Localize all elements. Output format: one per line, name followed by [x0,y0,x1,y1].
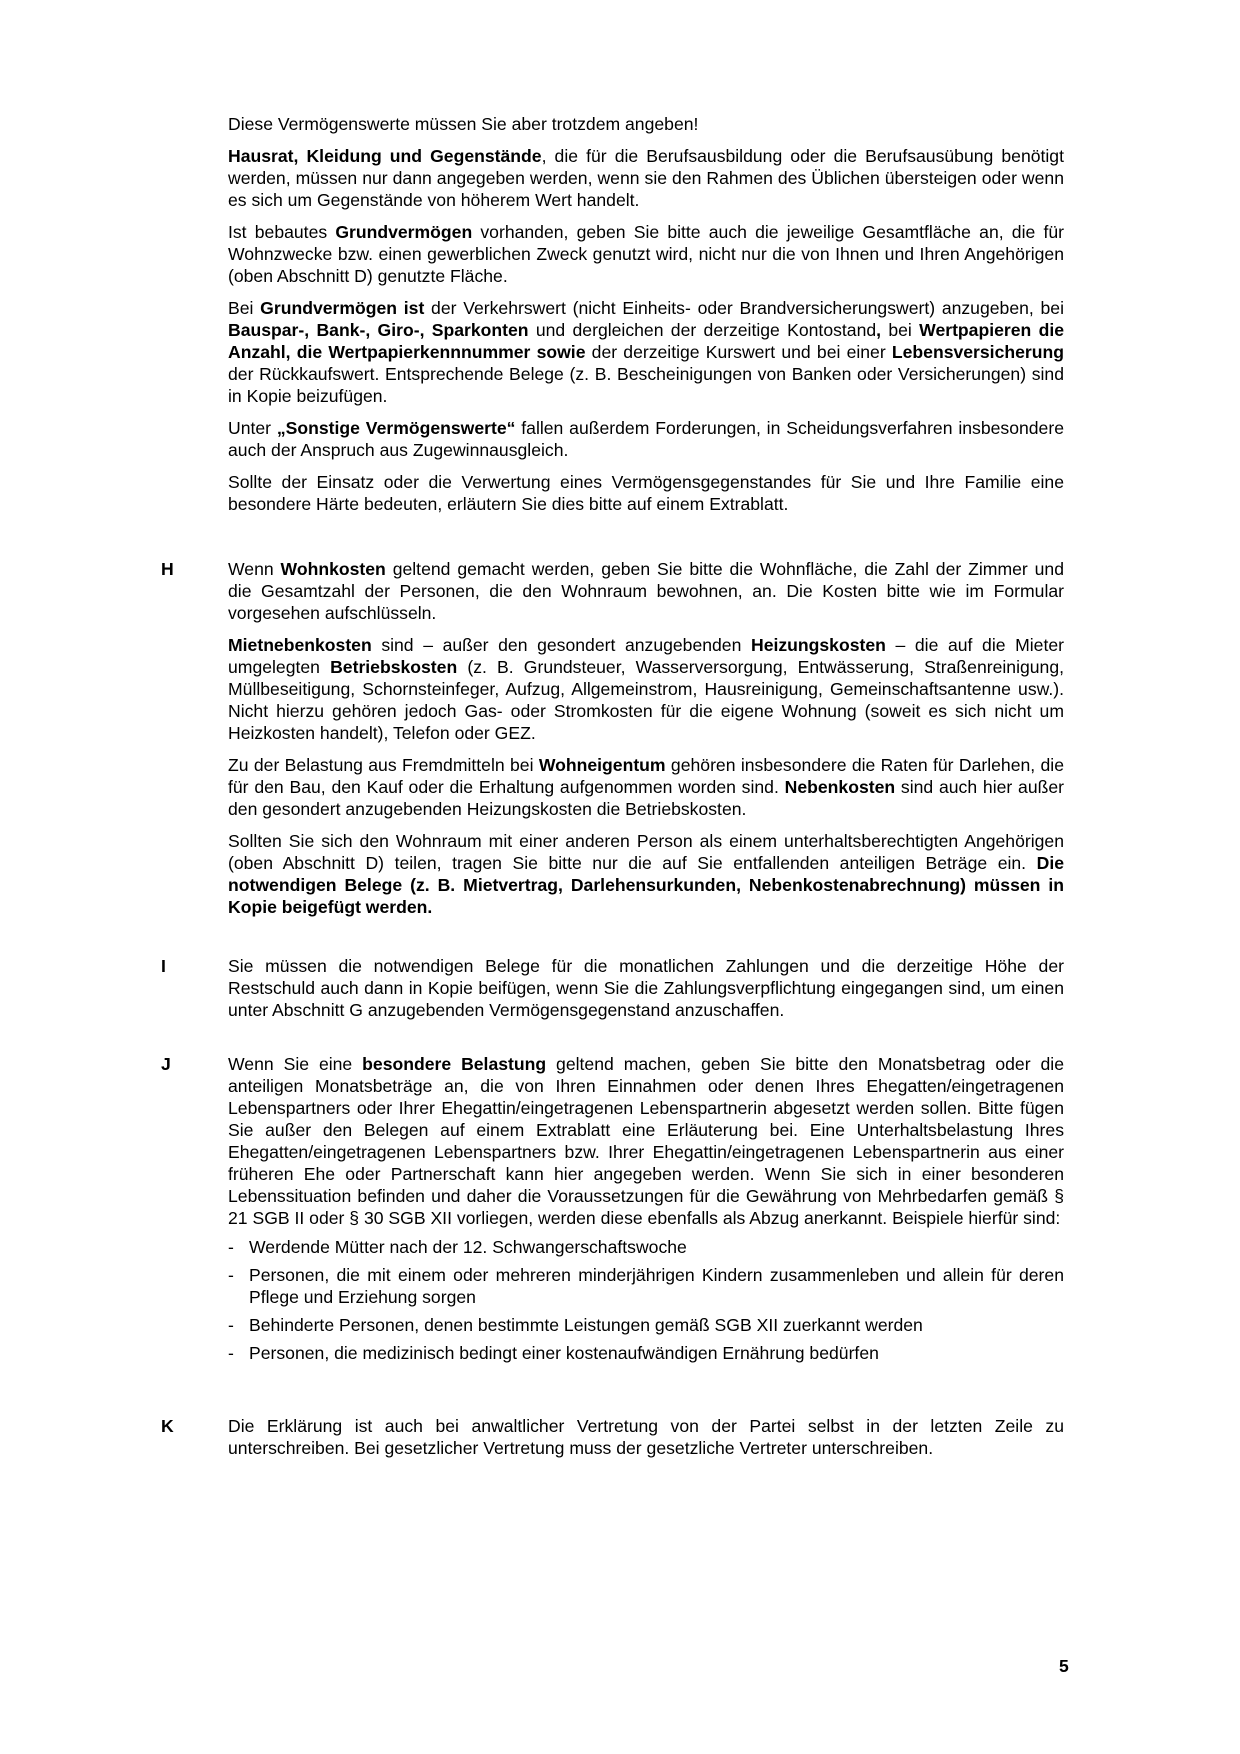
section-k [228,1415,1064,1459]
g-paragraph-2: Hausrat, Kleidung und Gegenstände, die für die Berufsausbildung oder die Berufsausübung benötigt werden, müssen nur dann angegeben werden, wenn sie den Rahmen des Üblichen übersteigen oder wenn es sich um Gegenstände von höherem Wert handelt. [228,146,1064,210]
section-marker-j: J [161,1054,171,1074]
g-paragraph-3: Ist bebautes Grundvermögen vorhanden, geben Sie bitte auch die jeweilige Gesamtfläche an, die für Wohnzwecke bzw. einen gewerblichen Zweck genutzt wird, nicht nur die von Ihnen und Ihren Angehörigen (oben Abschnitt D) genutzte Fläche. [228,222,1064,286]
list-item: - Personen, die mit einem oder mehreren minderjährigen Kindern zusammenleben und allein für deren Pflege und Erziehung sorgen [228,1264,1064,1308]
section-i [228,955,1064,1021]
g-paragraph-6: Sollte der Einsatz oder die Verwertung eines Vermögensgegenstandes für Sie und Ihre Familie eine besondere Härte bedeuten, erläutern Sie dies bitte auf einem Extrablatt. [228,472,1064,514]
h-paragraph-1: Wenn Wohnkosten geltend gemacht werden, geben Sie bitte die Wohnfläche, die Zahl der Zimmer und die Gesamtzahl der Personen, die den Wohnraum bewohnen, an. Die Kosten bitte wie im Formular vorgesehen aufschlüsseln. [228,559,1064,623]
section-marker-h: H [161,559,174,579]
section-marker-k: K [161,1416,174,1436]
list-item: - Personen, die medizinisch bedingt einer kostenaufwändigen Ernährung bedürfen [228,1342,1064,1364]
h-paragraph-4: Sollten Sie sich den Wohnraum mit einer anderen Person als einem unterhaltsberechtigten Angehörigen (oben Abschnitt D) teilen, tragen Sie bitte nur die auf Sie entfallenden anteiligen Beträge ein. Die notwendigen Belege (z. B. Mietvertrag, Darlehensurkunden, Nebenkostenabrechnung) müssen in Kopie beigefügt werden. [228,831,1064,917]
h-paragraph-3: Zu der Belastung aus Fremdmitteln bei Wohneigentum gehören insbesondere die Raten für Darlehen, die für den Bau, den Kauf oder die Erhaltung aufgenommen worden sind. Nebenkosten sind auch hier außer den gesondert anzugebenden Heizungskosten die Betriebskosten. [228,755,1064,819]
h-paragraph-2: Mietnebenkosten sind – außer den gesondert anzugebenden Heizungskosten – die auf die Mieter umgelegten Betriebskosten (z. B. Grundsteuer, Wasserversorgung, Entwässerung, Straßenreinigung, Müllbeseitigung, Schornsteinfeger, Aufzug, Allgemeinstrom, Hausreinigung, Gemeinschaftsantenne usw.). Nicht hierzu gehören jedoch Gas- oder Stromkosten für die eigene Wohnung (soweit es sich nicht um Heizkosten handelt), Telefon oder GEZ. [228,635,1065,743]
k-paragraph-1: Die Erklärung ist auch bei anwaltlicher Vertretung von der Partei selbst in der letzten Zeile zu unterschreiben. Bei gesetzlicher Vertretung muss der gesetzliche Vertreter unterschreiben. [228,1416,1064,1458]
section-g [228,113,1064,515]
j-paragraph-1: Wenn Sie eine besondere Belastung geltend machen, geben Sie bitte den Monatsbetrag oder die anteiligen Monatsbeträge an, die von Ihren Einnahmen oder denen Ihres Ehegatten/eingetragenen Lebenspartners oder Ihrer Ehegattin/eingetragenen Lebenspartnerin abgesetzt werden sollen. Bitte fügen Sie außer den Belegen auf einem Extrablatt eine Erläuterung bei. Eine Unterhaltsbelastung Ihres Ehegatten/eingetragenen Lebenspartners bzw. Ihrer Ehegattin/eingetragenen Lebenspartnerin aus einer früheren Ehe oder Partnerschaft kann hier angegeben werden. Wenn Sie sich in einer besonderen Lebenssituation befinden und daher die Voraussetzungen für die Gewährung von Mehrbedarfen gemäß § 21 SGB II oder § 30 SGB XII vorliegen, werden diese ebenfalls als Abzug anerkannt. Beispiele hierfür sind: [228,1054,1064,1228]
section-j [228,1053,1064,1370]
g-paragraph-1: Diese Vermögenswerte müssen Sie aber trotzdem angeben! [228,114,699,134]
i-paragraph-1: Sie müssen die notwendigen Belege für die monatlichen Zahlungen und die derzeitige Höhe der Restschuld auch dann in Kopie beifügen, wenn Sie die Zahlungsverpflichtung eingegangen sind, um einen unter Abschnitt G anzugebenden Vermögensgegenstand anzuschaffen. [228,956,1064,1020]
g-paragraph-4: Bei Grundvermögen ist der Verkehrswert (nicht Einheits- oder Brandversicherungswert) anzugeben, bei Bauspar-, Bank-, Giro-, Sparkonten und dergleichen der derzeitige Kontostand, bei Wertpapieren die Anzahl, die Wertpapierkennnummer sowie der derzeitige Kurswert und bei einer Lebensversicherung der Rückkaufswert. Entsprechende Belege (z. B. Bescheinigungen von Banken oder Versicherungen) sind in Kopie beizufügen. [228,298,1064,406]
section-h [228,558,1064,918]
g-paragraph-5: Unter „Sonstige Vermögenswerte“ fallen außerdem Forderungen, in Scheidungsverfahren insbesondere auch der Anspruch aus Zugewinnausgleich. [228,418,1064,460]
list-item: - Werdende Mütter nach der 12. Schwangerschaftswoche [228,1236,1064,1258]
page-number: 5 [1059,1656,1069,1676]
j-examples-list [228,1236,1064,1364]
list-item: - Behinderte Personen, denen bestimmte Leistungen gemäß SGB XII zuerkannt werden [228,1314,1064,1336]
section-marker-i: I [161,956,166,976]
